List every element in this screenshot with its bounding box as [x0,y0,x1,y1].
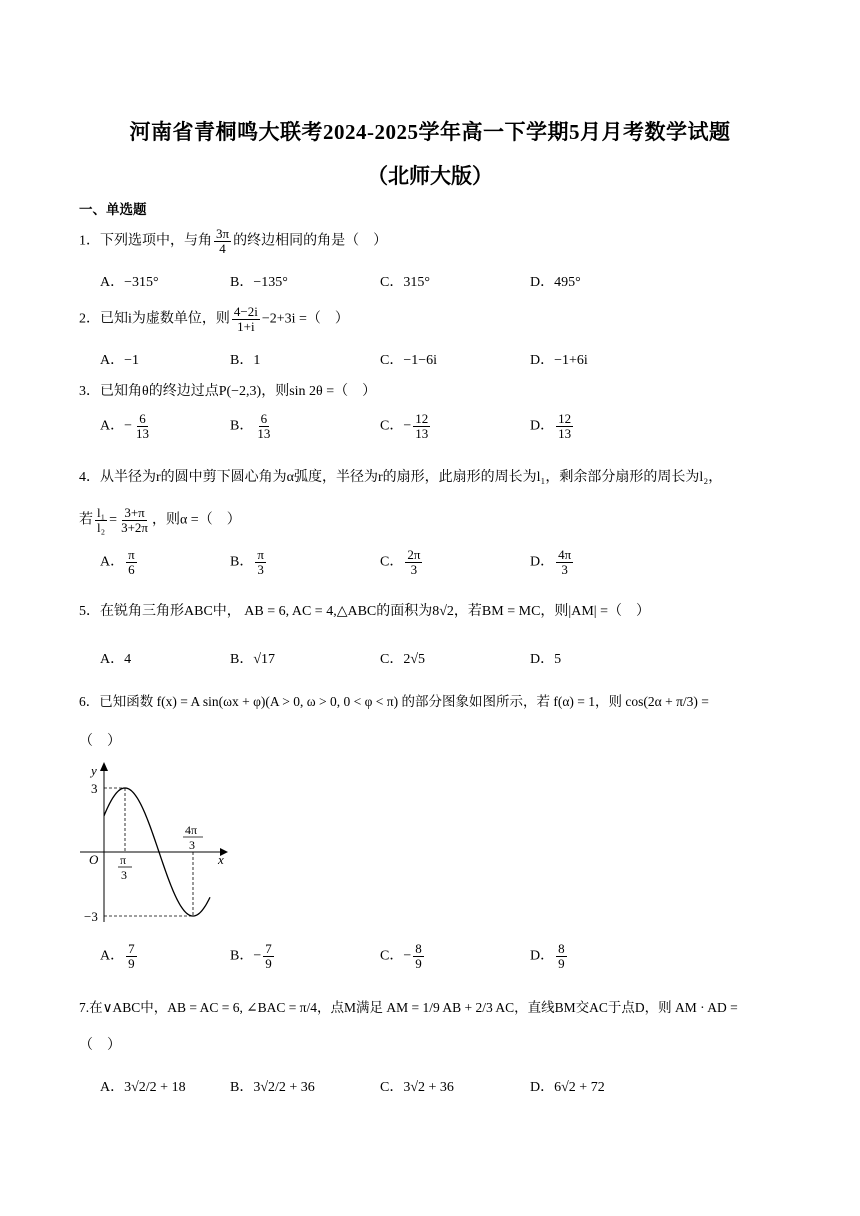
question-text: 若 [79,512,93,528]
question-4-line-2 [79,506,241,534]
option-a [100,412,153,440]
option-d [530,412,575,440]
option-a: A．−315° [100,275,159,290]
option-a [100,548,139,576]
question-number: 3． [79,384,100,399]
denominator: 13 [257,425,271,441]
fraction [255,412,272,440]
option-c [380,548,424,576]
option-a: A．−1 [100,353,140,368]
option-d: D．6√2 + 72 [530,1080,605,1095]
option-label: B． [230,554,254,570]
option-c [380,412,432,440]
question-3 [79,382,376,402]
question-text: 下列选项中，与角 [100,233,212,249]
x-axis-label: x [218,852,224,867]
numerator: l₁ [97,505,106,520]
option-label: C． [380,554,404,570]
denominator: 3+2π [121,519,148,535]
option-c: C．2√5 [380,652,426,667]
denominator: 9 [265,955,272,971]
fraction [556,412,573,440]
option-d: D．−1+6i [530,353,588,368]
x2-denominator: 3 [189,838,195,852]
equals: = [109,512,118,528]
denominator: 13 [558,425,572,441]
question-text: 在∨ABC中，AB = AC = 6, ∠BAC = π/4，点M满足 AM = 1/9 AB + 2/3 AC，直线BM交AC于点D，则 AM · AD = [89,1000,738,1015]
fraction [255,548,266,576]
question-number: 6． [79,694,100,709]
question-text: 已知i为虚数单位，则 [100,311,230,327]
fraction [134,412,151,440]
option-b: B．3√2/2 + 36 [230,1080,315,1095]
question-number: 2． [79,311,100,327]
numerator: 3+π [124,505,145,520]
origin-label: O [89,852,99,867]
numerator: 12 [415,411,429,426]
numerator: 6 [139,411,146,426]
option-d [530,548,575,576]
numerator: π [257,547,264,562]
option-a: A．4 [100,652,132,667]
numerator: 8 [558,941,565,956]
fraction [405,548,422,576]
option-d [530,942,569,970]
numerator: 6 [260,411,268,426]
option-label: A． [100,554,125,570]
option-c: C．315° [380,275,430,290]
fraction [232,305,260,333]
question-text: −2+3i =（ ） [261,311,349,327]
question-number: 1． [79,233,100,249]
option-c: C．3√2 + 36 [380,1080,454,1095]
option-b [230,548,268,576]
fraction [126,942,137,970]
fraction [126,548,137,576]
numerator: 12 [558,411,572,426]
function-graph [72,762,242,930]
page-title: 河南省青桐鸣大联考2024-2025学年高一下学期5月月考数学试题 [129,120,731,144]
question-2 [79,305,349,333]
denominator: 3 [410,561,418,577]
option-label: C． [380,418,404,434]
fraction [119,506,150,534]
section-heading: 一、单选题 [79,202,147,217]
question-text: 在锐角三角形ABC中， AB = 6, AC = 4,△ABC的面积为8√2，若BM = MC，则|AM| =（ ） [100,604,650,619]
denominator: 9 [558,955,565,971]
y-axis-label: y [91,763,97,778]
numerator: 4−2i [233,304,258,319]
numerator: 7 [128,941,135,956]
question-number: 7. [79,1000,90,1015]
fraction [413,412,430,440]
option-label: A． [100,418,125,434]
numerator: 7 [265,941,272,956]
x1-denominator: 3 [121,868,127,882]
numerator: π [128,547,135,562]
option-label: B． [230,418,254,434]
question-7-line-2: （ ） [79,1038,121,1053]
option-label: D． [530,418,555,434]
sign: − [403,418,412,434]
question-text: ，则α =（ ） [151,512,241,528]
question-1 [79,227,387,255]
question-number: 5． [79,604,100,619]
option-b: B．√17 [230,652,276,667]
numerator: 3π [216,226,230,241]
option-d: D．495° [530,275,581,290]
numerator: 2π [407,547,421,562]
fraction [214,227,231,255]
fraction [413,942,424,970]
question-5 [79,602,650,622]
sign: − [253,948,262,964]
option-a: A．3√2/2 + 18 [100,1080,186,1095]
denominator: 1+i [237,318,255,334]
question-6-line-2: （ ） [79,734,121,749]
option-d: D．5 [530,652,562,667]
question-text: 从半径为r的圆中剪下圆心角为α弧度，半径为r的扇形，此扇形的周长为l₁，剩余部分扇形的周长为l₂， [100,470,723,485]
fraction [556,942,567,970]
sign: − [124,418,133,434]
question-text: 的终边相同的角是（ ） [233,233,388,249]
option-label: D． [530,554,555,570]
y-axis-arrow [100,762,108,771]
option-c [380,942,426,970]
option-b: B．1 [230,353,261,368]
denominator: 6 [128,561,135,577]
numerator: 8 [415,941,422,956]
sign: − [403,948,412,964]
fraction [263,942,274,970]
question-7 [79,998,738,1018]
question-number: 4． [79,470,100,485]
fraction [95,506,107,534]
ymin-label: −3 [84,909,98,924]
option-label: D． [530,948,555,964]
numerator: 4π [558,547,572,562]
denominator: l₂ [97,519,106,535]
option-label: C． [380,948,404,964]
denominator: 3 [257,561,264,577]
option-b: B．−135° [230,275,288,290]
denominator: 9 [415,955,422,971]
denominator: 3 [561,561,568,577]
option-label: A． [100,948,125,964]
question-6 [79,692,709,712]
denominator: 9 [128,955,135,971]
x2-numerator: 4π [185,823,198,837]
denominator: 13 [415,425,429,441]
page-subtitle: （北师大版） [367,164,493,188]
option-b [230,942,276,970]
fraction [556,548,573,576]
question-text: 已知函数 f(x) = A sin(ωx + φ)(A > 0, ω > 0, 0 < φ < π) 的部分图象如图所示，若 f(α) = 1，则 cos(2α + π/3) = [99,694,709,709]
ymax-label: 3 [91,781,98,796]
denominator: 4 [219,240,226,256]
option-c: C．−1−6i [380,353,438,368]
x1-numerator: π [120,853,127,867]
option-b [230,412,274,440]
denominator: 13 [136,425,150,441]
question-text: 已知角θ的终边过点P(−2,3)，则sin 2θ =（ ） [100,384,377,399]
option-label: B． [230,948,254,964]
question-4-line-1 [79,468,722,488]
option-a [100,942,139,970]
